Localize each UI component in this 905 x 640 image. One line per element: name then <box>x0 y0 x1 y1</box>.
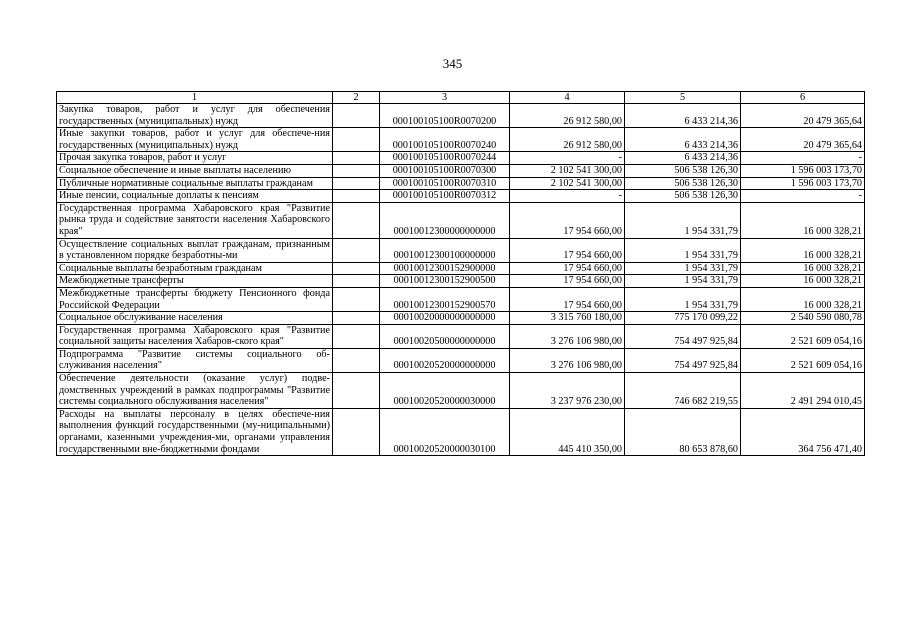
col2-cell <box>333 348 380 372</box>
header-cell: 3 <box>380 92 510 104</box>
code-cell: 000100105100R0070200 <box>380 104 510 128</box>
executed-amount-cell: 754 497 925,84 <box>625 324 741 348</box>
row-name-cell: Межбюджетные трансферты <box>57 275 333 288</box>
code-cell: 00010020000000000000 <box>380 312 510 325</box>
remaining-amount-cell: 16 000 328,21 <box>741 238 865 262</box>
code-cell: 000100105100R0070240 <box>380 128 510 152</box>
approved-amount-cell: 3 276 106 980,00 <box>510 348 625 372</box>
executed-amount-cell: 506 538 126,30 <box>625 164 741 177</box>
budget-table <box>56 91 865 456</box>
code-cell: 00010020520000030100 <box>380 408 510 455</box>
table-row <box>57 275 865 288</box>
approved-amount-cell: 2 102 541 300,00 <box>510 177 625 190</box>
executed-amount-cell: 775 170 099,22 <box>625 312 741 325</box>
table-row <box>57 202 865 238</box>
row-name-cell: Обеспечение деятельности (оказание услуг) подве-домственных учреждений в рамках подпрограммы "Развитие системы социального обслуживания населения" <box>57 373 333 409</box>
row-name-cell: Государственная программа Хабаровского края "Развитие рынка труда и содействие занятости населения Хабаровского края" <box>57 202 333 238</box>
approved-amount-cell: 2 102 541 300,00 <box>510 164 625 177</box>
row-name-cell: Межбюджетные трансферты бюджету Пенсионного фонда Российской Федерации <box>57 287 333 311</box>
row-name-cell: Социальное обслуживание населения <box>57 312 333 325</box>
table-row <box>57 238 865 262</box>
table-row <box>57 348 865 372</box>
executed-amount-cell: 80 653 878,60 <box>625 408 741 455</box>
remaining-amount-cell: 2 491 294 010,45 <box>741 373 865 409</box>
approved-amount-cell: 26 912 580,00 <box>510 104 625 128</box>
approved-amount-cell: 26 912 580,00 <box>510 128 625 152</box>
approved-amount-cell: 3 237 976 230,00 <box>510 373 625 409</box>
table-row <box>57 104 865 128</box>
remaining-amount-cell: 2 521 609 054,16 <box>741 348 865 372</box>
remaining-amount-cell: 16 000 328,21 <box>741 275 865 288</box>
col2-cell <box>333 152 380 165</box>
table-row <box>57 262 865 275</box>
code-cell: 00010020520000000000 <box>380 348 510 372</box>
col2-cell <box>333 190 380 203</box>
header-cell: 4 <box>510 92 625 104</box>
code-cell: 00010012300152900000 <box>380 262 510 275</box>
row-name-cell: Иные закупки товаров, работ и услуг для обеспече-ния государственных (муниципальных) нужд <box>57 128 333 152</box>
table-row <box>57 128 865 152</box>
table-row <box>57 177 865 190</box>
header-row <box>57 92 865 104</box>
page-number: 345 <box>442 56 463 71</box>
executed-amount-cell: 1 954 331,79 <box>625 287 741 311</box>
approved-amount-cell: 17 954 660,00 <box>510 238 625 262</box>
executed-amount-cell: 746 682 219,55 <box>625 373 741 409</box>
remaining-amount-cell: 364 756 471,40 <box>741 408 865 455</box>
col2-cell <box>333 275 380 288</box>
executed-amount-cell: 6 433 214,36 <box>625 152 741 165</box>
code-cell: 00010012300152900500 <box>380 275 510 288</box>
approved-amount-cell: 17 954 660,00 <box>510 275 625 288</box>
executed-amount-cell: 754 497 925,84 <box>625 348 741 372</box>
table-row <box>57 324 865 348</box>
remaining-amount-cell: 16 000 328,21 <box>741 287 865 311</box>
remaining-amount-cell: 1 596 003 173,70 <box>741 177 865 190</box>
row-name-cell: Осуществление социальных выплат гражданам, признанным в установленном порядке безработны-ми <box>57 238 333 262</box>
col2-cell <box>333 202 380 238</box>
table-row <box>57 287 865 311</box>
row-name-cell: Иные пенсии, социальные доплаты к пенсиям <box>57 190 333 203</box>
row-name-cell: Государственная программа Хабаровского края "Развитие социальной защиты населения Хабаров-ского края" <box>57 324 333 348</box>
approved-amount-cell: - <box>510 152 625 165</box>
executed-amount-cell: 6 433 214,36 <box>625 104 741 128</box>
code-cell: 00010012300000000000 <box>380 202 510 238</box>
table-row <box>57 408 865 455</box>
col2-cell <box>333 312 380 325</box>
code-cell: 000100105100R0070312 <box>380 190 510 203</box>
col2-cell <box>333 104 380 128</box>
row-name-cell: Подпрограмма "Развитие системы социального об-служивания населения" <box>57 348 333 372</box>
col2-cell <box>333 408 380 455</box>
approved-amount-cell: 17 954 660,00 <box>510 262 625 275</box>
table-row <box>57 190 865 203</box>
code-cell: 00010012300152900570 <box>380 287 510 311</box>
col2-cell <box>333 324 380 348</box>
approved-amount-cell: - <box>510 190 625 203</box>
header-cell: 1 <box>57 92 333 104</box>
remaining-amount-cell: 20 479 365,64 <box>741 128 865 152</box>
remaining-amount-cell: - <box>741 152 865 165</box>
code-cell: 00010020520000030000 <box>380 373 510 409</box>
executed-amount-cell: 6 433 214,36 <box>625 128 741 152</box>
table-row <box>57 312 865 325</box>
executed-amount-cell: 1 954 331,79 <box>625 202 741 238</box>
remaining-amount-cell: 20 479 365,64 <box>741 104 865 128</box>
executed-amount-cell: 506 538 126,30 <box>625 177 741 190</box>
row-name-cell: Публичные нормативные социальные выплаты гражданам <box>57 177 333 190</box>
row-name-cell: Закупка товаров, работ и услуг для обеспечения государственных (муниципальных) нужд <box>57 104 333 128</box>
approved-amount-cell: 3 276 106 980,00 <box>510 324 625 348</box>
executed-amount-cell: 506 538 126,30 <box>625 190 741 203</box>
executed-amount-cell: 1 954 331,79 <box>625 262 741 275</box>
col2-cell <box>333 164 380 177</box>
header-cell: 2 <box>333 92 380 104</box>
col2-cell <box>333 287 380 311</box>
remaining-amount-cell: 2 521 609 054,16 <box>741 324 865 348</box>
executed-amount-cell: 1 954 331,79 <box>625 275 741 288</box>
approved-amount-cell: 17 954 660,00 <box>510 287 625 311</box>
remaining-amount-cell: 1 596 003 173,70 <box>741 164 865 177</box>
code-cell: 00010020500000000000 <box>380 324 510 348</box>
table-row <box>57 373 865 409</box>
col2-cell <box>333 128 380 152</box>
col2-cell <box>333 262 380 275</box>
table-row <box>57 164 865 177</box>
header-cell: 5 <box>625 92 741 104</box>
executed-amount-cell: 1 954 331,79 <box>625 238 741 262</box>
col2-cell <box>333 373 380 409</box>
code-cell: 000100105100R0070310 <box>380 177 510 190</box>
code-cell: 00010012300100000000 <box>380 238 510 262</box>
header-cell: 6 <box>741 92 865 104</box>
remaining-amount-cell: 2 540 590 080,78 <box>741 312 865 325</box>
row-name-cell: Социальное обеспечение и иные выплаты населению <box>57 164 333 177</box>
row-name-cell: Расходы на выплаты персоналу в целях обеспече-ния выполнения функций государственными (му-ниципальными) органами, казенными учреждения-ми, органами управления государственными вне-бюджетными фондами <box>57 408 333 455</box>
code-cell: 000100105100R0070244 <box>380 152 510 165</box>
remaining-amount-cell: 16 000 328,21 <box>741 202 865 238</box>
col2-cell <box>333 238 380 262</box>
col2-cell <box>333 177 380 190</box>
approved-amount-cell: 445 410 350,00 <box>510 408 625 455</box>
table-row <box>57 152 865 165</box>
code-cell: 000100105100R0070300 <box>380 164 510 177</box>
remaining-amount-cell: - <box>741 190 865 203</box>
approved-amount-cell: 17 954 660,00 <box>510 202 625 238</box>
remaining-amount-cell: 16 000 328,21 <box>741 262 865 275</box>
row-name-cell: Социальные выплаты безработным гражданам <box>57 262 333 275</box>
approved-amount-cell: 3 315 760 180,00 <box>510 312 625 325</box>
row-name-cell: Прочая закупка товаров, работ и услуг <box>57 152 333 165</box>
